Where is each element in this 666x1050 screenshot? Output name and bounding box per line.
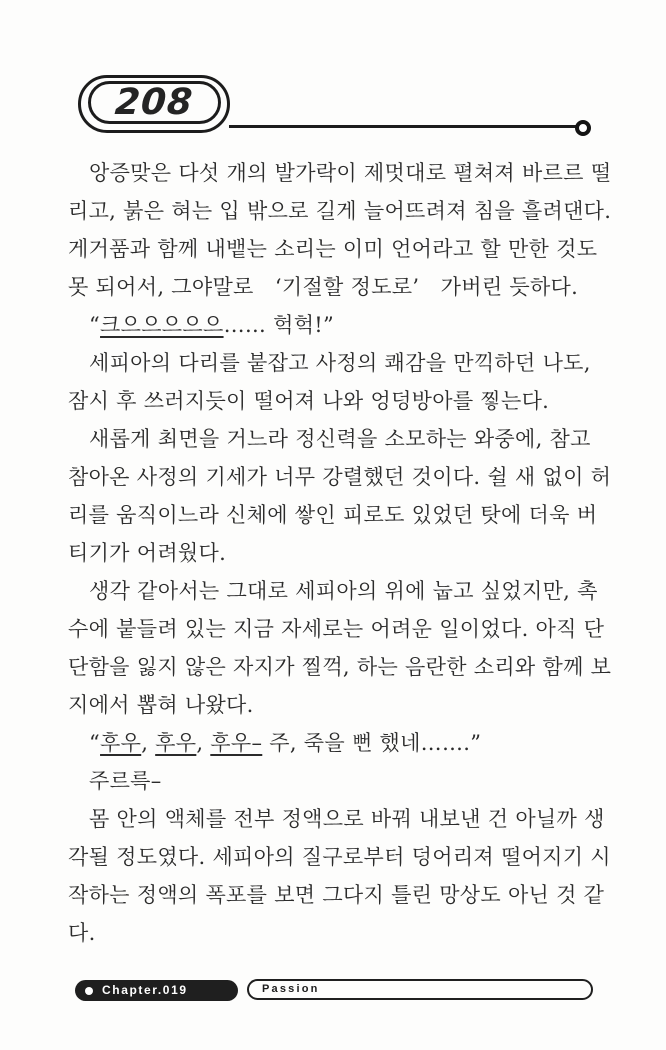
text-line (68, 800, 605, 838)
text-segment: 몸 안의 액체를 전부 정액으로 바꿔 내보낸 건 아닐까 생 (89, 807, 605, 831)
text-segment: 리고, 붉은 혀는 입 밖으로 길게 늘어뜨려져 침을 흘려댄다. (68, 199, 612, 223)
bullet-dot-icon (85, 987, 93, 995)
text-segment: 게거품과 함께 내뱉는 소리는 이미 언어라고 할 만한 것도 (68, 237, 598, 261)
text-segment: 주르륵– (89, 769, 162, 793)
title-badge (247, 979, 593, 1000)
page-number-badge-inner (88, 81, 221, 124)
chapter-label: Chapter.019 (102, 983, 188, 997)
title-label: Passion (262, 983, 320, 995)
text-segment: 수에 붙들려 있는 지금 자세로는 어려운 일이었다. 아직 단 (68, 617, 605, 641)
text-line (68, 572, 602, 610)
text-line (68, 610, 605, 648)
text-segment: 잠시 후 쓰러지듯이 떨어져 나와 엉덩방아를 찧는다. (68, 389, 550, 413)
text-segment: , (196, 731, 211, 755)
text-line (68, 230, 602, 268)
text-line (68, 762, 602, 800)
text-line (68, 686, 602, 724)
text-segment: 주, 죽을 뻔 했네…….” (262, 731, 482, 755)
header-rule (229, 125, 577, 128)
text-segment: “ (89, 731, 101, 755)
text-line (68, 420, 602, 458)
underlined-text: 크으으으으으 (100, 313, 224, 337)
body-text (68, 154, 612, 952)
text-line (68, 344, 602, 382)
text-segment: 다. (68, 921, 96, 945)
text-segment: 참아온 사정의 기세가 너무 강렬했던 것이다. 쉴 새 없이 허 (68, 465, 612, 489)
text-line (68, 382, 602, 420)
underlined-text: 후우– (210, 731, 263, 755)
text-line (68, 648, 612, 686)
chapter-badge (75, 980, 238, 1001)
text-line (68, 192, 612, 230)
text-segment: 리를 움직이느라 신체에 쌓인 피로도 있었던 탓에 더욱 버 (68, 503, 598, 527)
underlined-text: 후우 (100, 731, 142, 755)
text-segment: 새롭게 최면을 거느라 정신력을 소모하는 와중에, 참고 (89, 427, 591, 451)
text-segment: 지에서 뽑혀 나왔다. (68, 693, 254, 717)
text-segment: 생각 같아서는 그대로 세피아의 위에 눕고 싶었지만, 촉 (89, 579, 598, 603)
text-segment: 못 되어서, 그야말로 ‘기절할 정도로’ 가버린 듯하다. (68, 275, 579, 299)
text-segment: 작하는 정액의 폭포를 보면 그다지 틀린 망상도 아닌 것 같 (68, 883, 605, 907)
text-line (68, 724, 602, 762)
text-segment: 티기가 어려웠다. (68, 541, 227, 565)
page-number-badge (78, 75, 230, 133)
text-line (68, 154, 612, 192)
text-segment: , (141, 731, 156, 755)
text-segment: “ (89, 313, 101, 337)
text-segment: 각될 정도였다. 세피아의 질구로부터 덩어리져 떨어지기 시 (68, 845, 611, 869)
page-number: 208 (113, 82, 196, 123)
text-segment: 세피아의 다리를 붙잡고 사정의 쾌감을 만끽하던 나도, (89, 351, 591, 375)
text-segment: 앙증맞은 다섯 개의 발가락이 제멋대로 펼쳐져 바르르 떨 (89, 161, 612, 185)
text-segment: 단함을 잃지 않은 자지가 찔꺽, 하는 음란한 소리와 함께 보 (68, 655, 612, 679)
text-line (68, 914, 602, 952)
text-line (68, 306, 602, 344)
text-line (68, 458, 612, 496)
text-line (68, 496, 602, 534)
text-line (68, 876, 605, 914)
text-line (68, 534, 602, 572)
ring-dot-icon (575, 120, 591, 136)
text-line (68, 268, 602, 306)
text-line (68, 838, 611, 876)
text-segment: …… 헉헉!” (223, 313, 335, 337)
underlined-text: 후우 (155, 731, 197, 755)
